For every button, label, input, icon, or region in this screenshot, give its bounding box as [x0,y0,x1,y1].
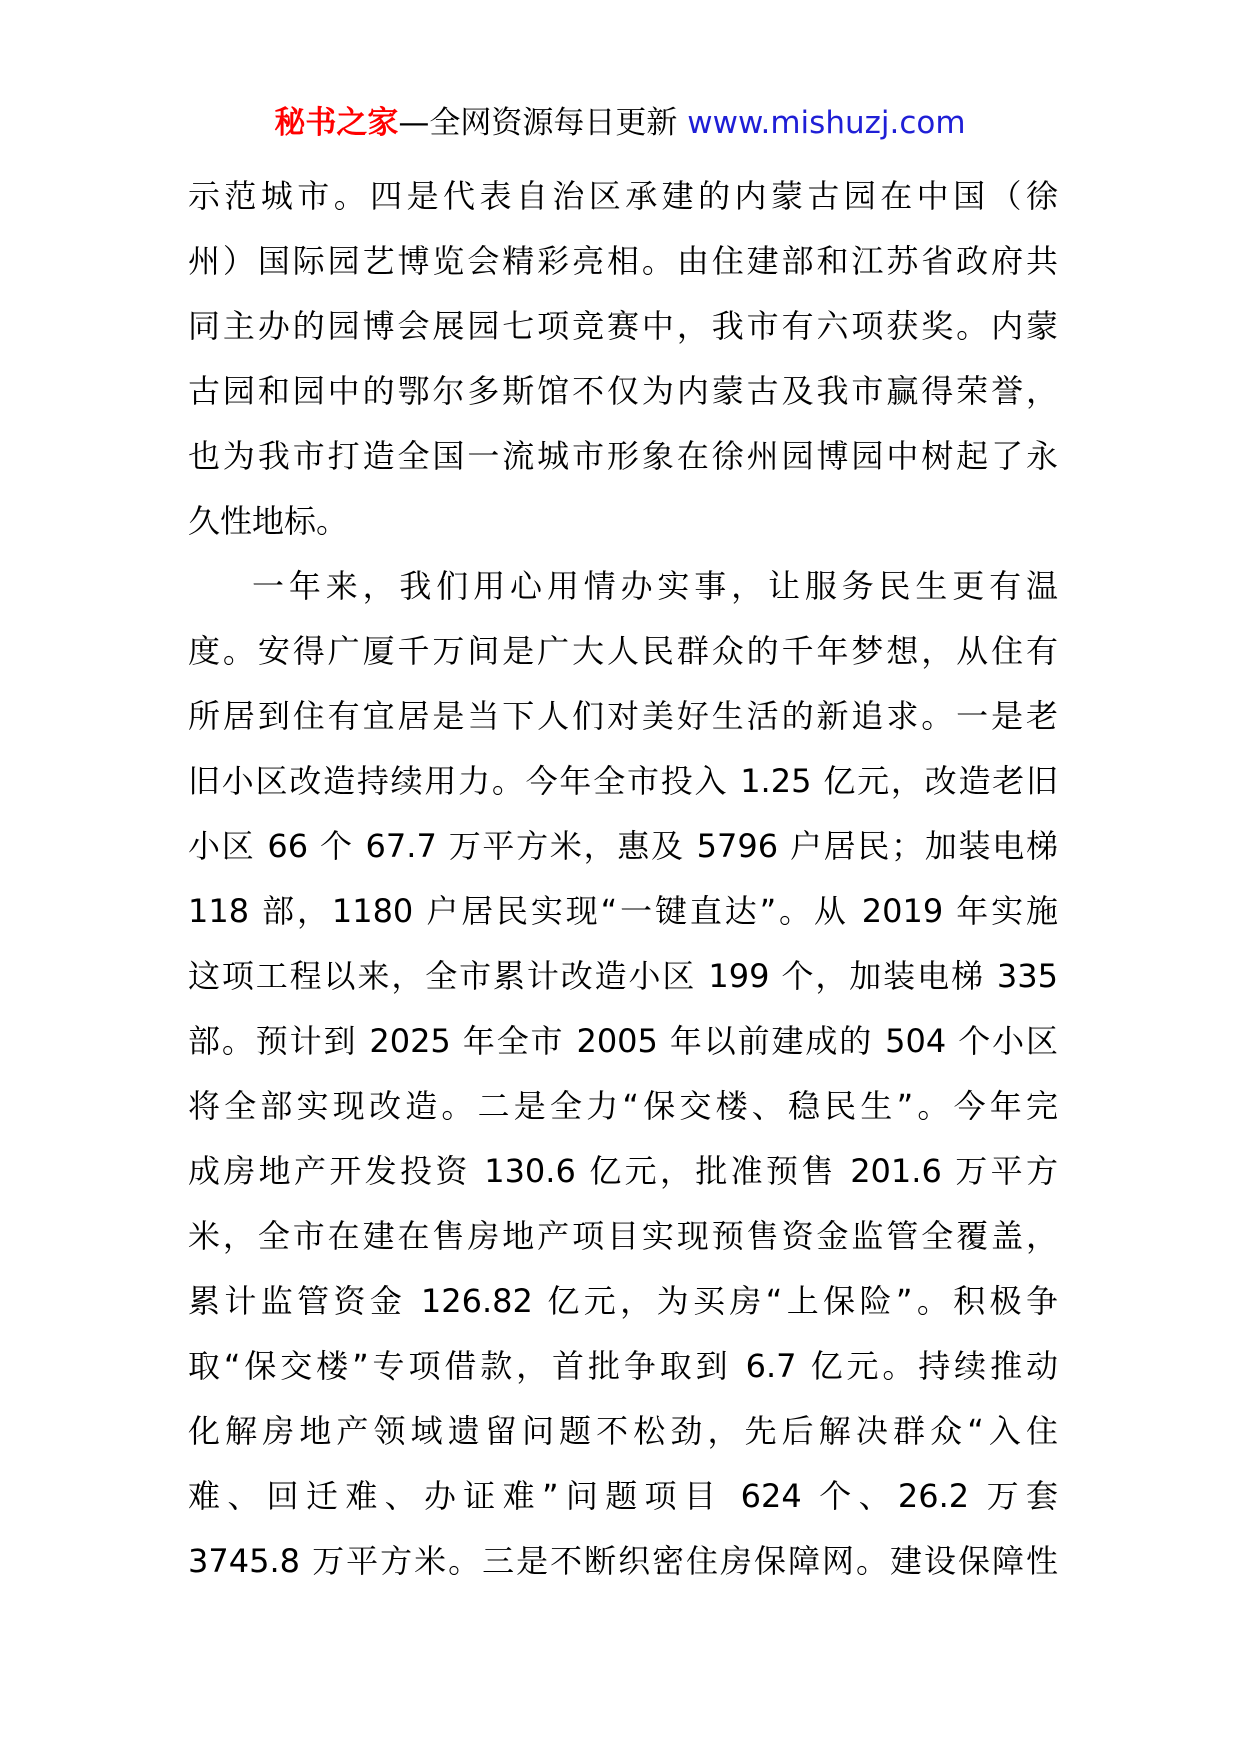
text-line: 久性地标。 [188,502,349,540]
text-line: 州）国际园艺博览会精彩亮相。由住建部和江苏省政府共 [188,242,1058,280]
text-line: 同主办的园博会展园七项竞赛中，我市有六项获奖。内蒙 [188,307,1058,345]
header-tagline: —全网资源每日更新 [398,105,688,141]
text-line: 化解房地产领域遗留问题不松劲，先后解决群众“入住 [188,1412,1058,1450]
text-line: 难、回迁难、办证难”问题项目 624 个、26.2 万套 [188,1477,1058,1515]
body-text [188,164,1058,1594]
site-url[interactable]: www.mishuzj.com [687,105,966,141]
watermark-header [0,101,1240,145]
text-line: 118 部，1180 户居民实现“一键直达”。从 2019 年实施 [188,892,1058,930]
text-line: 累计监管资金 126.82 亿元，为买房“上保险”。积极争 [188,1282,1058,1320]
brand-name: 秘书之家 [274,105,399,141]
text-line: 旧小区改造持续用力。今年全市投入 1.25 亿元，改造老旧 [188,762,1058,800]
text-line: 古园和园中的鄂尔多斯馆不仅为内蒙古及我市赢得荣誉， [188,372,1058,410]
text-line: 小区 66 个 67.7 万平方米，惠及 5796 户居民；加装电梯 [188,827,1058,865]
text-line: 所居到住有宜居是当下人们对美好生活的新追求。一是老 [188,697,1058,735]
text-line: 部。预计到 2025 年全市 2005 年以前建成的 504 个小区 [188,1022,1058,1060]
text-line: 将全部实现改造。二是全力“保交楼、稳民生”。今年完 [188,1087,1058,1125]
text-line: 成房地产开发投资 130.6 亿元，批准预售 201.6 万平方 [188,1152,1058,1190]
text-line: 3745.8 万平方米。三是不断织密住房保障网。建设保障性 [188,1542,1058,1580]
text-line: 这项工程以来，全市累计改造小区 199 个，加装电梯 335 [188,957,1058,995]
text-line: 度。安得广厦千万间是广大人民群众的千年梦想，从住有 [188,632,1058,670]
text-line: 取“保交楼”专项借款，首批争取到 6.7 亿元。持续推动 [188,1347,1058,1385]
text-line: 米，全市在建在售房地产项目实现预售资金监管全覆盖， [188,1217,1058,1255]
text-line: 也为我市打造全国一流城市形象在徐州园博园中树起了永 [188,437,1058,475]
text-line: 示范城市。四是代表自治区承建的内蒙古园在中国（徐 [188,177,1058,215]
paragraph-first-line: 一年来，我们用心用情办实事，让服务民生更有温 [252,567,1058,605]
